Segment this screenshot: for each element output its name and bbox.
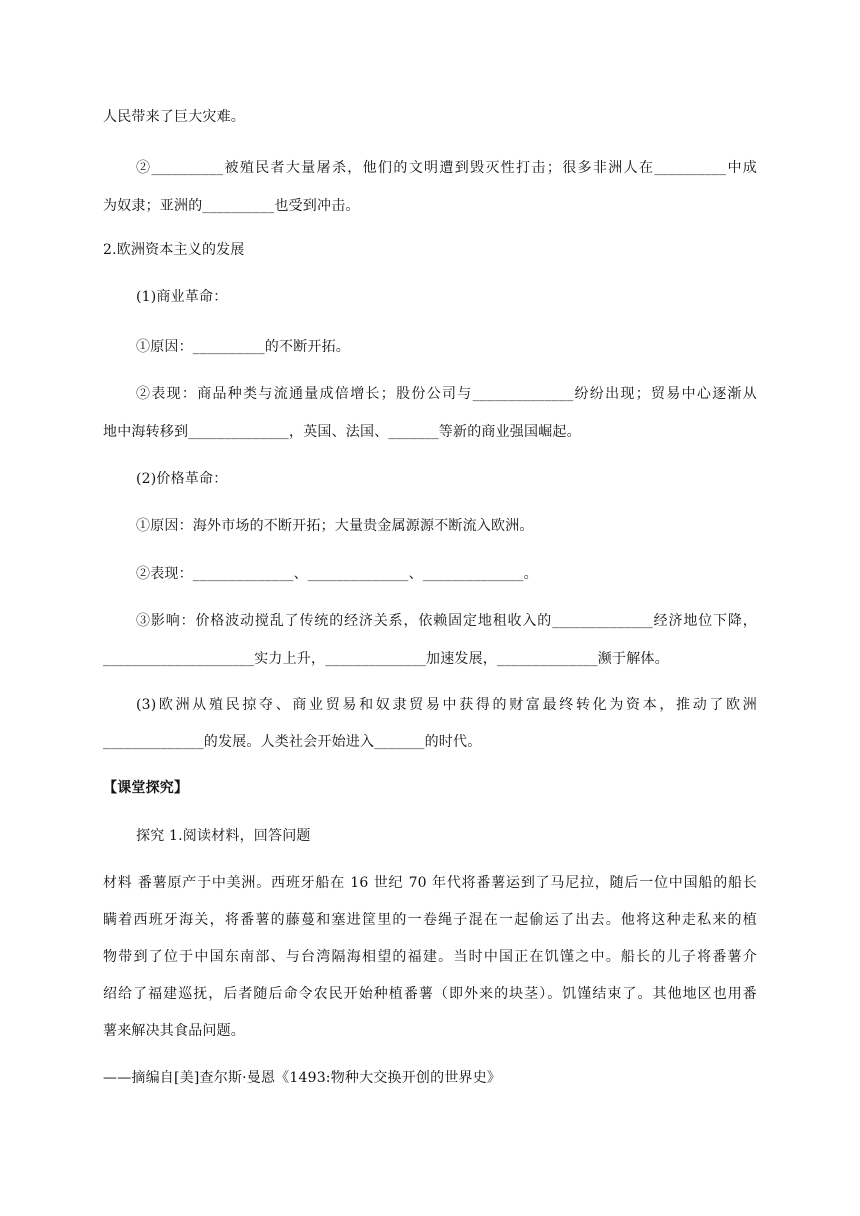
section-heading-classroom: 【课堂探究】: [103, 780, 189, 796]
material-line: 材料 番薯原产于中美洲。西班牙船在 16 世纪 70 年代将番薯运到了马尼拉，随后一位中国船的船长: [103, 875, 757, 891]
material-line: 物带到了位于中国东南部、与台湾隔海相望的福建。当时中国正在饥馑之中。船长的儿子将番薯介: [103, 949, 757, 965]
citation: ——摘编自[美]查尔斯·曼恩《1493:物种大交换开创的世界史》: [103, 1070, 502, 1086]
text-line: (3)欧洲从殖民掠夺、商业贸易和奴隶贸易中获得的财富最终转化为资本，推动了欧洲: [136, 697, 757, 713]
exercise-heading: 探究 1.阅读材料，回答问题: [136, 828, 311, 844]
material-line: 薯来解决其食品问题。: [103, 1023, 245, 1039]
material-line: 绍给了福建巡抚，后者随后命令农民开始种植番薯（即外来的块茎）。饥馑结束了。其他地区也用番: [103, 986, 757, 1002]
subsection-heading: (2)价格革命：: [136, 471, 228, 487]
text-line: ②表现：______________、______________、______________。: [136, 566, 538, 582]
text-line: 为奴隶；亚洲的__________也受到冲击。: [103, 198, 360, 214]
text-line: ①原因：__________的不断开拓。: [136, 339, 350, 355]
text-line: ②表现：商品种类与流通量成倍增长；股份公司与______________纷纷出现；贸易中心逐渐从: [136, 386, 757, 402]
material-line: 瞒着西班牙海关，将番薯的藤蔓和塞进筐里的一卷绳子混在一起偷运了出去。他将这种走私来的植: [103, 912, 757, 928]
text-line: 人民带来了巨大灾难。: [103, 109, 245, 125]
text-line: ②__________被殖民者大量屠杀，他们的文明遭到毁灭性打击；很多非洲人在__________中成: [136, 160, 757, 176]
text-line: 地中海转移到______________，英国、法国、_______等新的商业强国崛起。: [103, 424, 581, 440]
text-line: _____________________实力上升，______________加速发展，______________濒于解体。: [103, 651, 669, 667]
section-heading: 2.欧洲资本主义的发展: [103, 242, 245, 258]
text-line: ③影响：价格波动搅乱了传统的经济关系，依赖固定地租收入的______________经济地位下降，: [136, 613, 757, 629]
text-line: ______________的发展。人类社会开始进入_______的时代。: [103, 734, 482, 750]
subsection-heading: (1)商业革命：: [136, 289, 228, 305]
text-line: ①原因：海外市场的不断开拓；大量贵金属源源不断流入欧洲。: [136, 518, 534, 534]
